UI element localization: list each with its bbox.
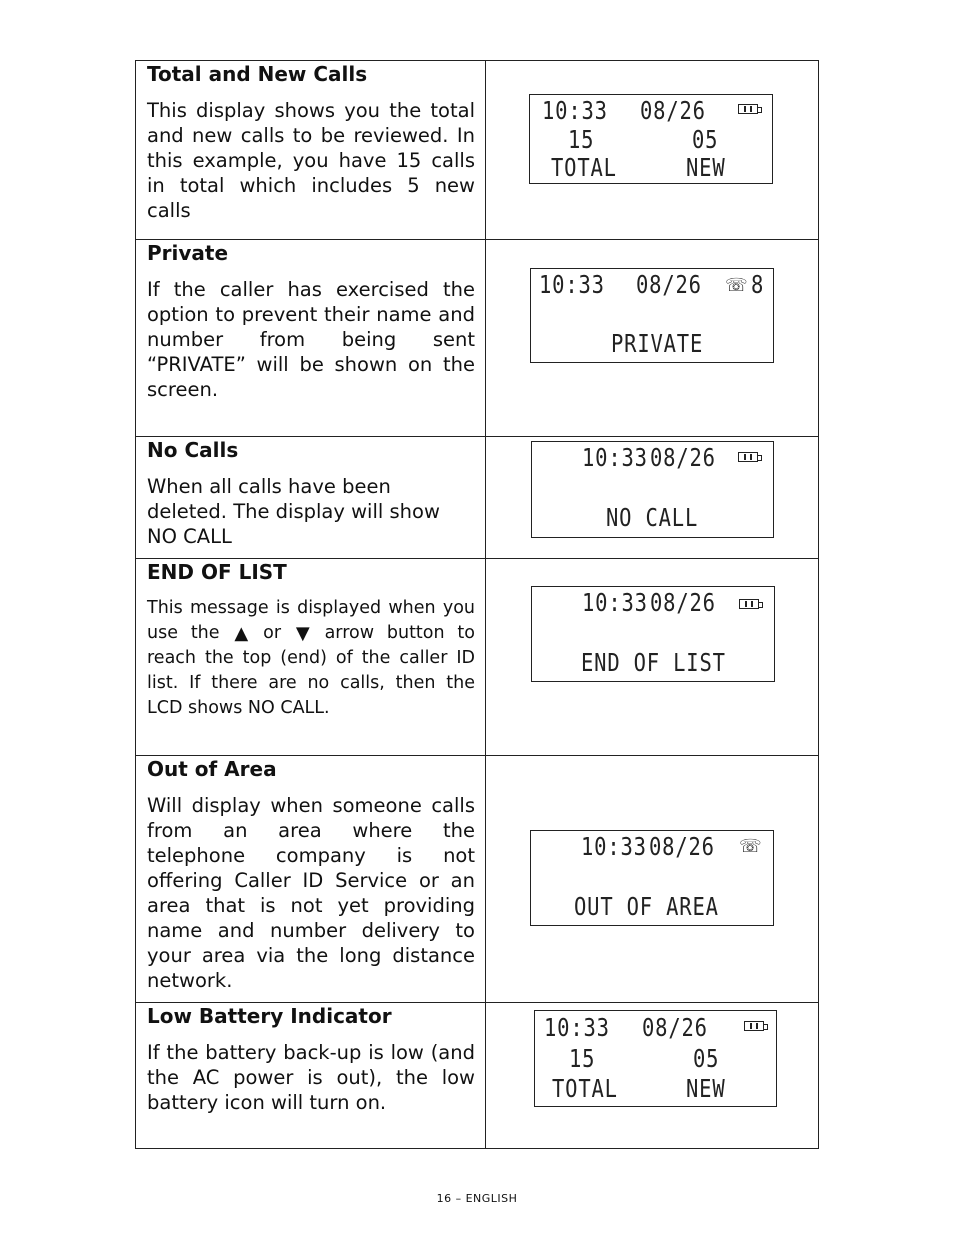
caller-id-display-table <box>135 60 819 1149</box>
lcd-cell <box>486 559 818 755</box>
lcd-message: NO CALL <box>606 503 699 532</box>
table-row <box>136 436 818 558</box>
lcd-cell <box>486 240 818 436</box>
lcd-call-count: 8 <box>751 270 765 299</box>
section-heading: Total and New Calls <box>147 62 368 86</box>
lcd-time: 10:33 <box>539 270 605 299</box>
lcd-time: 10:33 <box>544 1013 610 1042</box>
description-cell <box>136 756 486 1002</box>
lcd-time: 10:33 <box>582 443 648 472</box>
lcd-time: 10:33 <box>582 588 648 617</box>
table-row <box>136 1002 818 1148</box>
section-heading: Low Battery Indicator <box>147 1004 392 1028</box>
lcd-new-count: 05 <box>692 125 719 154</box>
description-cell <box>136 1003 486 1148</box>
lcd-date: 08/26 <box>642 1013 708 1042</box>
lcd-display <box>531 586 775 682</box>
description-cell <box>136 61 486 239</box>
lcd-display <box>530 830 774 926</box>
lcd-total-label: TOTAL <box>551 153 617 182</box>
battery-icon <box>738 104 758 114</box>
lcd-display <box>529 94 773 184</box>
body-text-pre: This message is displayed when you use the <box>147 598 475 643</box>
section-body: Will display when someone calls from an area where the telephone company is not offering Caller ID Service or an area that is not yet providing name and number delivery to your area via the long distance network. <box>147 794 475 992</box>
lcd-total-count: 15 <box>568 125 595 154</box>
lcd-display <box>534 1010 777 1107</box>
table-row <box>136 239 818 436</box>
section-heading: Private <box>147 241 229 265</box>
up-arrow-icon: ▲ <box>234 623 249 644</box>
lcd-date: 08/26 <box>640 96 706 125</box>
lcd-time: 10:33 <box>581 832 647 861</box>
lcd-new-label: NEW <box>686 1074 726 1103</box>
lcd-message: END OF LIST <box>581 648 726 677</box>
battery-icon <box>738 452 758 462</box>
lcd-time: 10:33 <box>542 96 608 125</box>
lcd-cell <box>486 756 818 1002</box>
lcd-display <box>531 441 774 538</box>
description-cell <box>136 437 486 558</box>
description-cell <box>136 240 486 436</box>
lcd-date: 08/26 <box>649 832 715 861</box>
battery-icon <box>744 1021 764 1031</box>
phone-icon: ☏ <box>739 836 762 857</box>
lcd-new-label: NEW <box>686 153 726 182</box>
section-heading: END OF LIST <box>147 560 287 584</box>
page-footer: 16 – ENGLISH <box>436 1192 518 1205</box>
lcd-message: PRIVATE <box>611 329 704 358</box>
lcd-cell <box>486 437 818 558</box>
lcd-cell <box>486 61 818 239</box>
section-body: If the caller has exercised the option to prevent their name and number from being sent “PRIVATE” will be shown on the screen. <box>147 278 475 401</box>
table-row <box>136 61 818 239</box>
down-arrow-icon: ▼ <box>295 623 310 644</box>
lcd-message: OUT OF AREA <box>574 892 719 921</box>
section-heading: No Calls <box>147 438 239 462</box>
description-cell <box>136 559 486 755</box>
lcd-date: 08/26 <box>636 270 702 299</box>
table-row <box>136 755 818 1002</box>
lcd-display <box>530 268 774 363</box>
lcd-date: 08/26 <box>650 588 716 617</box>
section-heading: Out of Area <box>147 757 277 781</box>
lcd-total-label: TOTAL <box>552 1074 618 1103</box>
lcd-total-count: 15 <box>569 1044 596 1073</box>
lcd-cell <box>486 1003 818 1148</box>
lcd-new-count: 05 <box>693 1044 720 1073</box>
section-body: This display shows you the total and new calls to be reviewed. In this example, you have 15 calls in total which includes 5 new calls <box>147 99 475 222</box>
body-text-or: or <box>263 623 282 643</box>
section-body <box>147 596 475 721</box>
section-body: When all calls have been deleted. The display will show NO CALL <box>147 475 440 548</box>
battery-icon <box>739 599 759 609</box>
phone-icon: ☏ <box>725 275 748 296</box>
section-body: If the battery back-up is low (and the AC power is out), the low battery icon will turn on. <box>147 1041 475 1114</box>
body-text-post: arrow button to reach the top (end) of the caller ID list. If there are no calls, then the LCD shows NO CALL. <box>147 623 475 718</box>
lcd-date: 08/26 <box>650 443 716 472</box>
table-row <box>136 558 818 755</box>
